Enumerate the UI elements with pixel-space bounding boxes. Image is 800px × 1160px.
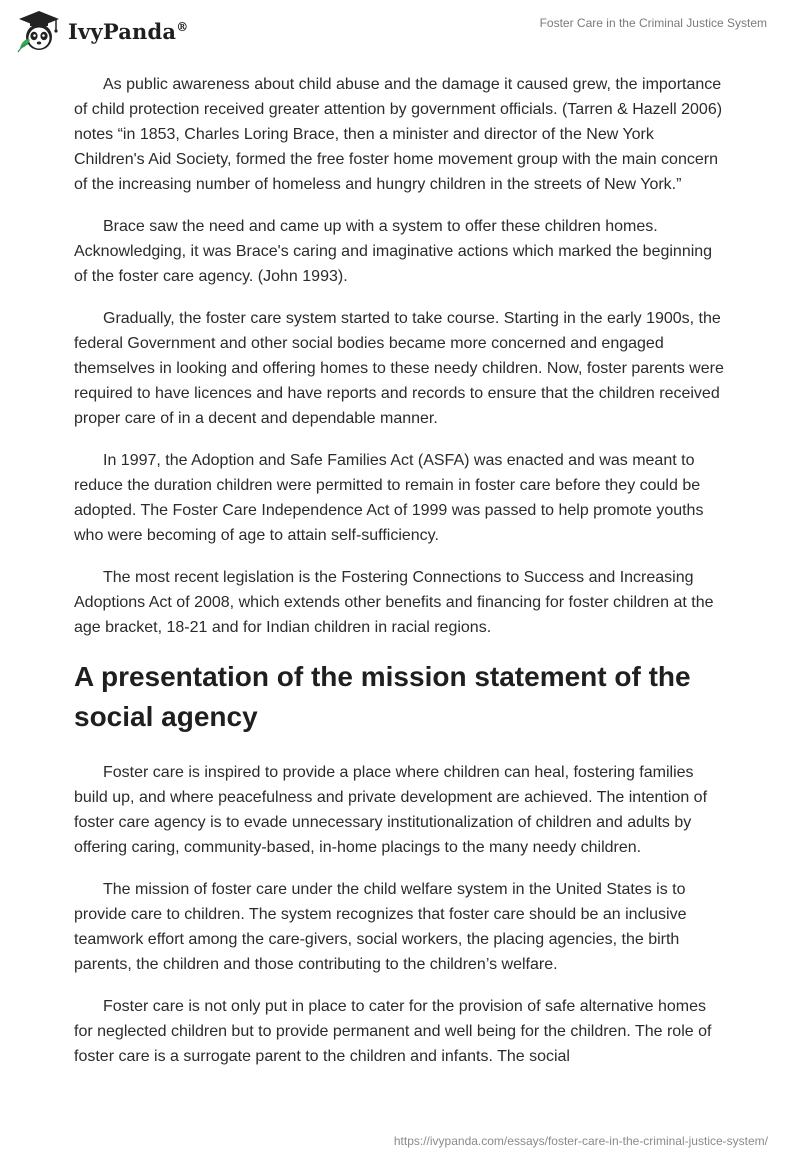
panda-logo-icon: [16, 8, 62, 54]
paragraph: Brace saw the need and came up with a system to offer these children homes. Acknowledging, it was Brace's caring and imaginative actions which marked the beginning of the foster care agency. (John 1993).: [74, 218, 713, 285]
paragraph: As public awareness about child abuse and the damage it caused grew, the importance of child protection received greater attention by government officials. (Tarren & Hazell 2006) notes “in 1853, Charles Loring Brace, then a minister and director of the New York Children's Aid Society, formed the free foster home movement group with the main concern of the increasing number of homeless and hungry children in the streets of New York.”: [74, 76, 723, 193]
paragraph: Foster care is not only put in place to cater for the provision of safe alternative homes for neglected children but to provide permanent and well being for the children. The role of foster care is a surrogate parent to the children and infants. The social: [74, 998, 712, 1065]
paragraph: In 1997, the Adoption and Safe Families Act (ASFA) was enacted and was meant to reduce the duration children were permitted to remain in foster care before they could be adopted. The Foster Care Independence Act of 1999 was passed to help promote youths who were becoming of age to attain self-sufficiency.: [74, 452, 704, 544]
paragraph: The mission of foster care under the child welfare system in the United States is to provide care to children. The system recognizes that foster care should be an inclusive teamwork effort among the care-givers, social workers, the placing agencies, the birth parents, the children and those contributing to the children’s welfare.: [74, 881, 687, 973]
brand-logo[interactable]: [16, 8, 188, 54]
paragraph: Foster care is inspired to provide a place where children can heal, fostering families build up, and where peacefulness and private development are achieved. The intention of foster care agency is to evade unnecessary institutionalization of children and adults by offering caring, community-based, in-home placings to the many needy children.: [74, 764, 708, 856]
source-url[interactable]: https://ivypanda.com/essays/foster-care-in-the-criminal-justice-system/: [393, 1134, 768, 1148]
section-heading: A presentation of the mission statement of the social agency: [74, 661, 691, 732]
page-header: [0, 0, 800, 62]
essay-body: [74, 72, 726, 1086]
brand-name: IvyPanda®: [68, 18, 189, 44]
registered-mark: ®: [176, 19, 189, 34]
document-title: Foster Care in the Criminal Justice System: [539, 16, 767, 30]
paragraph: The most recent legislation is the Fostering Connections to Success and Increasing Adoptions Act of 2008, which extends other benefits and financing for foster children at the age bracket, 18-21 and for Indian children in racial regions.: [74, 569, 714, 636]
paragraph: Gradually, the foster care system started to take course. Starting in the early 1900s, the federal Government and other social bodies became more concerned and engaged themselves in looking and offering homes to these needy children. Now, foster parents were required to have licences and have reports and records to ensure that the children received proper care of in a decent and dependable manner.: [74, 310, 724, 427]
